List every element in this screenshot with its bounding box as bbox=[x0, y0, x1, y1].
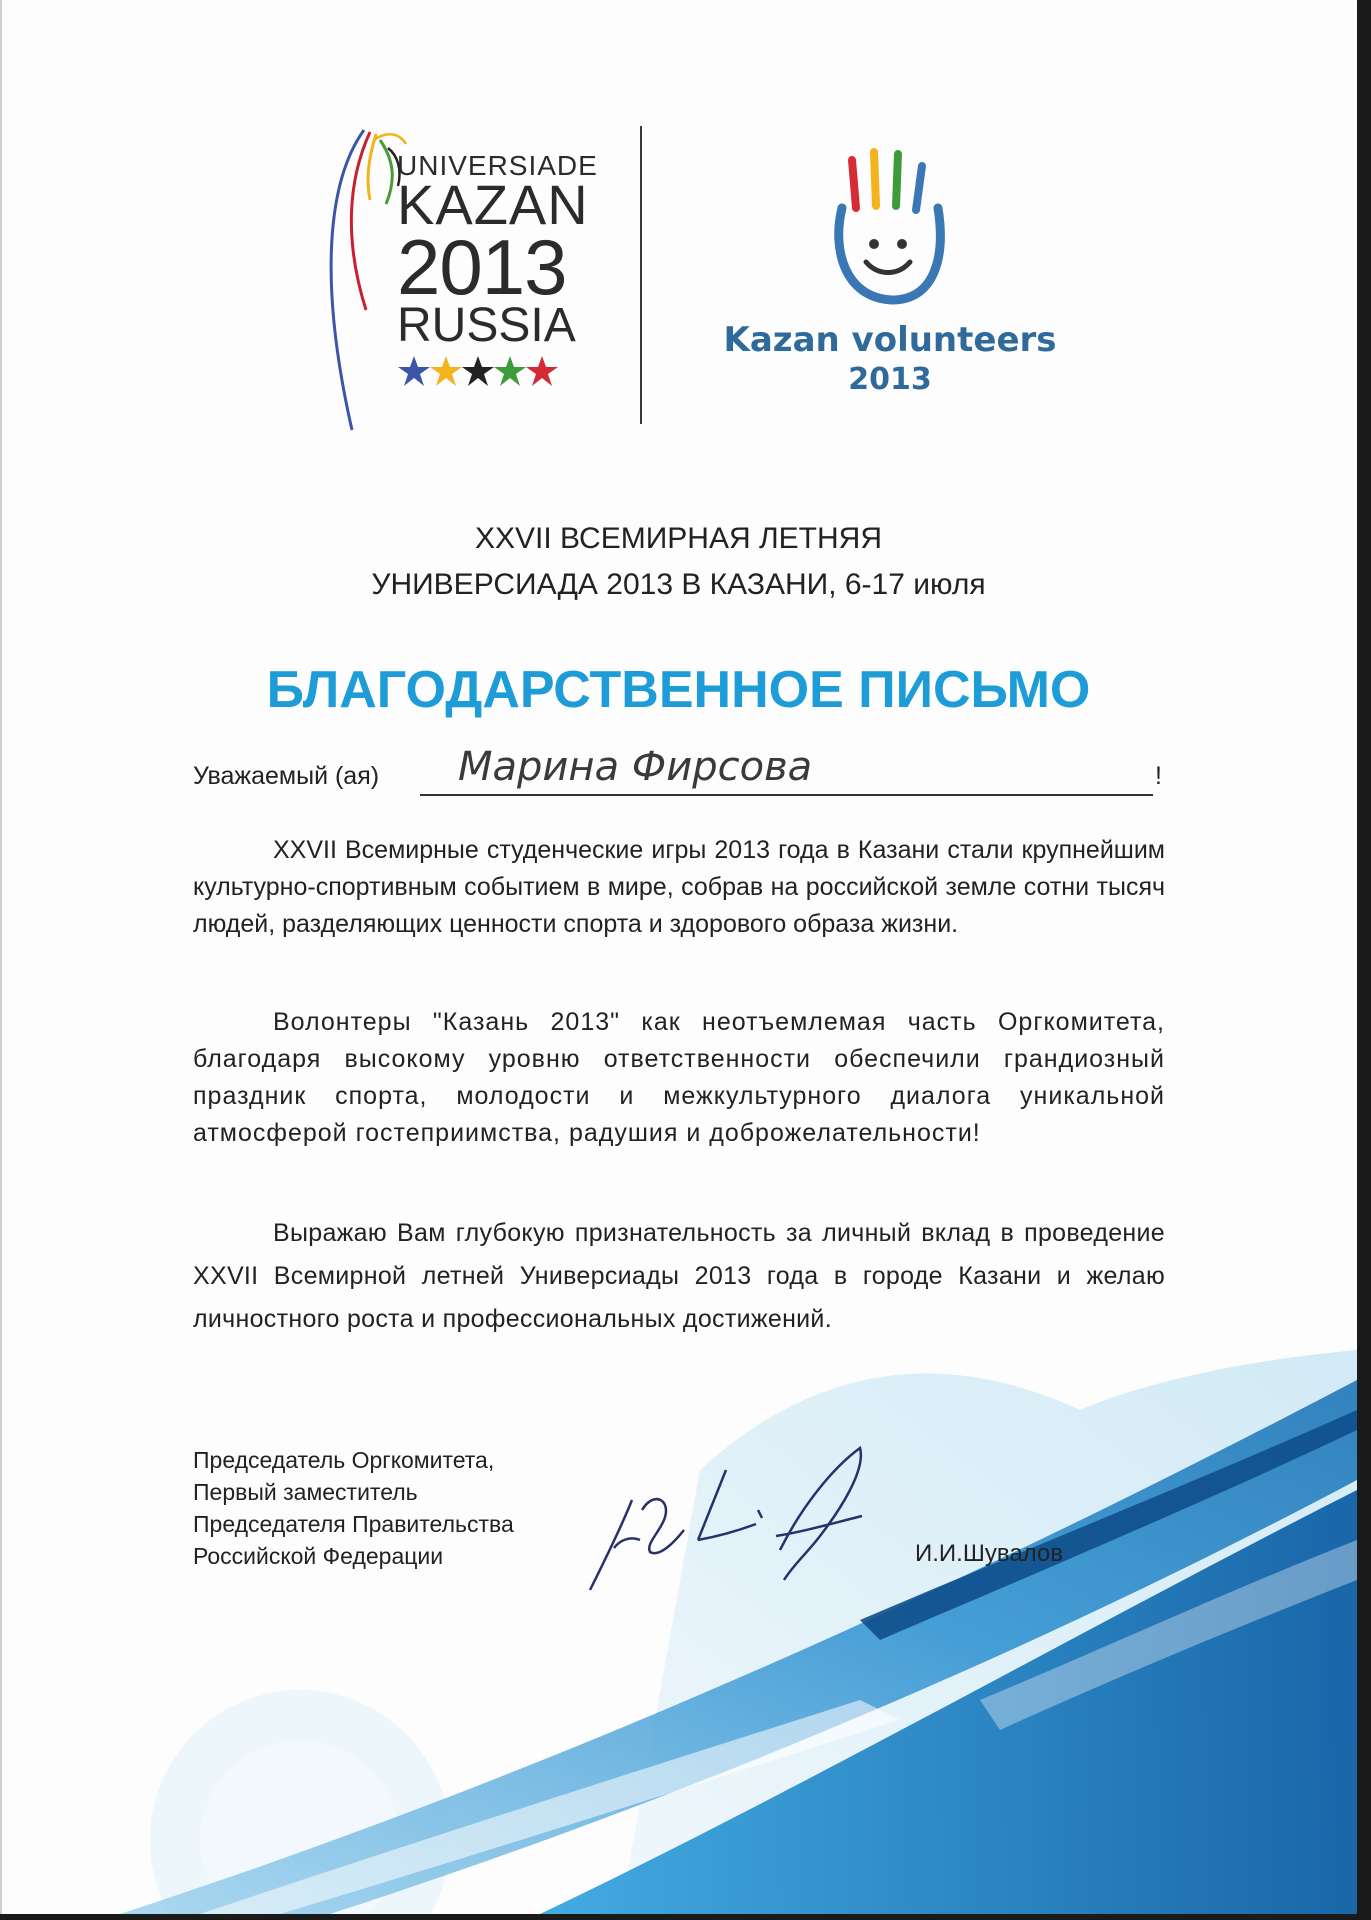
salutation-prefix: Уважаемый (ая) bbox=[193, 762, 380, 790]
volunteers-logo-year: 2013 bbox=[848, 362, 932, 397]
handwritten-signature bbox=[580, 1440, 880, 1600]
universiade-logo-line2: KAZAN bbox=[397, 173, 589, 236]
universiade-stars-icon bbox=[398, 348, 562, 394]
signatory-title-line: Председатель Оргкомитета, bbox=[193, 1447, 495, 1473]
universiade-logo-line1: UNIVERSIADE bbox=[397, 150, 598, 181]
body-paragraph-2: Волонтеры "Казань 2013" как неотъемлемая часть Оргкомитета, благодаря высокому уровню ответственности обеспечили грандиозный праздник спорта, молодости и межкультурного диалога уникальной атмосферой гостеприимства, радушия и доброжелательности! bbox=[193, 1008, 1165, 1147]
event-line-1: XXVII ВСЕМИРНАЯ ЛЕТНЯЯ bbox=[475, 522, 882, 555]
recipient-name: Марина Фирсова bbox=[458, 744, 813, 790]
body-paragraph-3: Выражаю Вам глубокую признательность за личный вклад в проведение XXVII Всемирной летней Универсиады 2013 года в городе Казани и желаю личностного роста и профессиональных достижений. bbox=[193, 1219, 1165, 1333]
signer-name: И.И.Шувалов bbox=[915, 1540, 1064, 1567]
signatory-title bbox=[193, 1444, 514, 1572]
volunteers-logo-title: Kazan volunteers bbox=[723, 320, 1057, 360]
universiade-logo-line3: 2013 bbox=[397, 223, 567, 311]
signatory-title-line: Председателя Правительства bbox=[193, 1511, 514, 1537]
decorative-wave bbox=[0, 1320, 1357, 1914]
recipient-underline bbox=[420, 794, 1153, 796]
document-title: БЛАГОДАРСТВЕННОЕ ПИСЬМО bbox=[266, 661, 1091, 719]
volunteers-hand-icon bbox=[822, 148, 948, 308]
logo-divider bbox=[640, 126, 642, 424]
event-line-2: УНИВЕРСИАДА 2013 В КАЗАНИ, 6-17 июля bbox=[371, 568, 986, 601]
salutation-suffix: ! bbox=[1155, 762, 1162, 790]
signatory-title-line: Российской Федерации bbox=[193, 1543, 444, 1569]
body-paragraph-1: XXVII Всемирные студенческие игры 2013 года в Казани стали крупнейшим культурно-спортивным событием в мире, собрав на российской земле сотни тысяч людей, разделяющих ценности спорта и здорового образа жизни. bbox=[193, 836, 1165, 938]
scan-edge-left bbox=[0, 0, 2, 1920]
scan-edge-bottom bbox=[0, 1914, 1371, 1920]
universiade-logo-line4: RUSSIA bbox=[397, 299, 576, 352]
scan-edge-right bbox=[1357, 0, 1371, 1920]
signatory-title-line: Первый заместитель bbox=[193, 1479, 418, 1505]
